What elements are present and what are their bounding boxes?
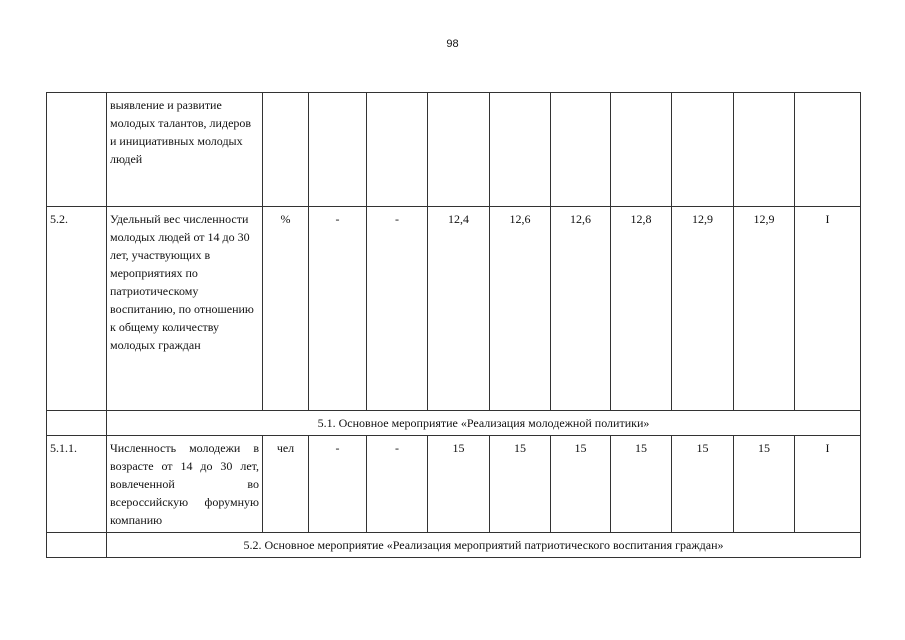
value-cell: 12,4 <box>428 207 490 411</box>
value-cell: - <box>367 436 428 533</box>
indicator-name: Численность молодежи в возрасте от 14 до 30 лет, вовлеченной во всероссийскую форумную компанию <box>107 436 263 533</box>
value-cell: 12,6 <box>551 207 611 411</box>
unit-cell: чел <box>263 436 309 533</box>
value-cell <box>611 93 672 207</box>
value-cell: 12,9 <box>672 207 734 411</box>
table-row <box>47 93 861 207</box>
value-cell: - <box>367 207 428 411</box>
indicator-name: выявление и развитие молодых талантов, лидеров и инициативных молодых людей <box>107 93 263 207</box>
value-cell: I <box>795 436 861 533</box>
row-number <box>47 411 107 436</box>
value-cell: 15 <box>490 436 551 533</box>
indicator-name: Удельный вес численности молодых людей от 14 до 30 лет, участвующих в мероприятиях по патриотическому воспитанию, по отношению к общему количеству молодых граждан <box>107 207 263 411</box>
value-cell: 12,6 <box>490 207 551 411</box>
unit-cell: % <box>263 207 309 411</box>
value-cell: 12,9 <box>734 207 795 411</box>
value-cell <box>309 93 367 207</box>
row-number <box>47 93 107 207</box>
section-heading: 5.1. Основное мероприятие «Реализация молодежной политики» <box>107 411 861 436</box>
row-number <box>47 533 107 558</box>
value-cell <box>795 93 861 207</box>
table-row <box>47 436 861 533</box>
value-cell <box>490 93 551 207</box>
value-cell: 15 <box>551 436 611 533</box>
row-number: 5.2. <box>47 207 107 411</box>
value-cell: 15 <box>428 436 490 533</box>
section-heading: 5.2. Основное мероприятие «Реализация мероприятий патриотического воспитания граждан» <box>107 533 861 558</box>
value-cell: - <box>309 436 367 533</box>
value-cell <box>734 93 795 207</box>
value-cell: 15 <box>734 436 795 533</box>
indicators-table <box>46 92 861 558</box>
value-cell: I <box>795 207 861 411</box>
value-cell: 12,8 <box>611 207 672 411</box>
value-cell <box>428 93 490 207</box>
unit-cell <box>263 93 309 207</box>
section-row <box>47 533 861 558</box>
table-row <box>47 207 861 411</box>
value-cell <box>672 93 734 207</box>
page-number: 98 <box>446 38 459 50</box>
value-cell <box>367 93 428 207</box>
section-row <box>47 411 861 436</box>
value-cell: 15 <box>672 436 734 533</box>
value-cell: 15 <box>611 436 672 533</box>
value-cell <box>551 93 611 207</box>
value-cell: - <box>309 207 367 411</box>
row-number: 5.1.1. <box>47 436 107 533</box>
